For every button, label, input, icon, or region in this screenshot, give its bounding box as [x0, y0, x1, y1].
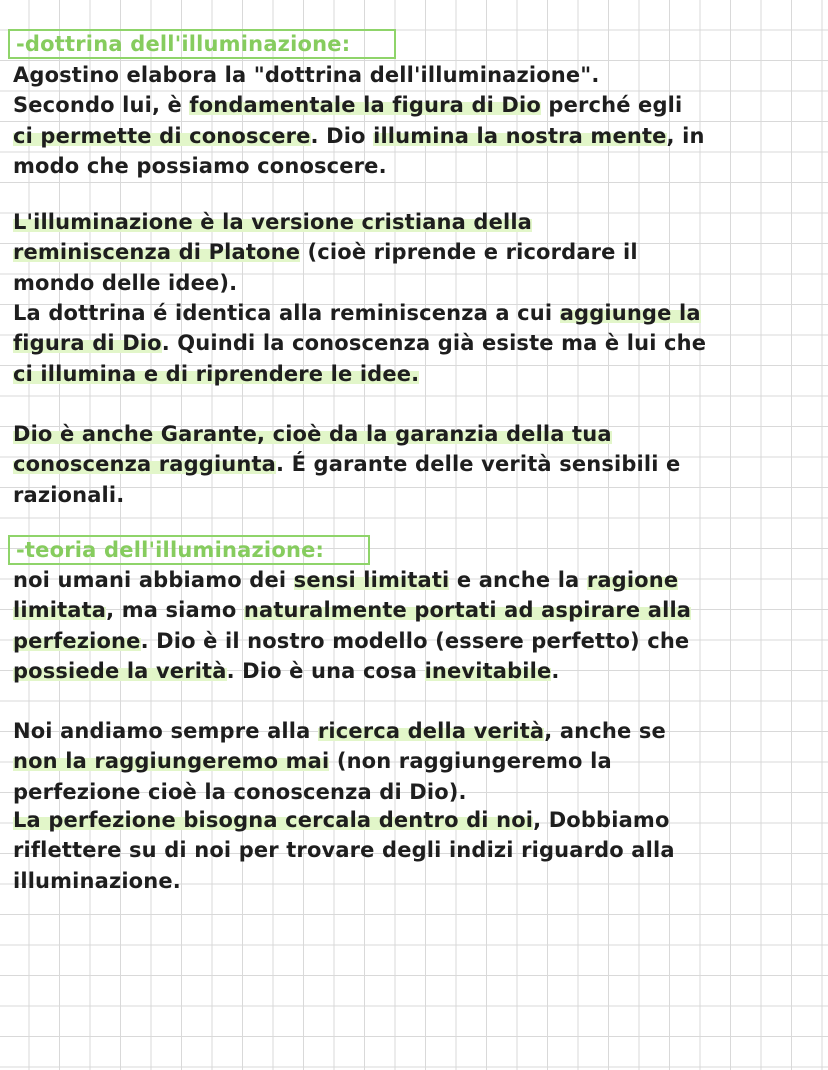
text-segment: razionali. [13, 482, 125, 507]
highlighted-text: sensi limitati [293, 568, 450, 592]
paragraph-ricerca-verita [13, 716, 813, 807]
paragraph-identica [13, 298, 813, 389]
highlighted-text: naturalmente portati ad aspirare alla [243, 598, 692, 623]
text-line [13, 626, 813, 656]
text-segment: (cioè riprende e ricordare il [300, 240, 638, 265]
text-segment: . [551, 659, 560, 684]
text-segment: . É garante delle verità sensibili e [276, 452, 681, 477]
text-segment: e anche la [449, 568, 587, 592]
highlighted-text: fondamentale la figura di Dio [189, 93, 541, 118]
text-segment: (non raggiungeremo la [329, 749, 612, 774]
text-segment: noi umani abbiamo dei [13, 568, 294, 592]
highlighted-text: figura di Dio [13, 331, 162, 356]
highlighted-text: ci permette di conoscere [13, 123, 311, 148]
highlighted-text: ci illumina e di riprendere le idee. [13, 361, 420, 386]
highlighted-text: ragione [586, 568, 679, 592]
text-segment: Agostino elabora la "dottrina dell'illuminazione". [13, 63, 600, 87]
text-segment: , in [666, 123, 705, 148]
text-line [13, 90, 813, 120]
text-segment: mondo delle idee). [13, 270, 238, 295]
paragraph-dottrina-intro [13, 60, 813, 182]
text-segment: riflettere su di noi per trovare degli indizi riguardo alla [13, 838, 675, 863]
highlighted-text: non la raggiungeremo mai [13, 749, 330, 774]
text-line [13, 419, 813, 449]
highlighted-text: possiede la verità [13, 659, 227, 684]
text-line [13, 207, 813, 237]
text-line [13, 121, 813, 151]
text-line [13, 805, 813, 835]
text-line [13, 565, 813, 595]
text-segment: . Dio è il nostro modello (essere perfetto) che [140, 628, 690, 653]
text-segment: perché egli [540, 93, 683, 118]
heading-teoria: -teoria dell'illuminazione: [8, 535, 370, 565]
text-line [13, 866, 813, 896]
text-line [13, 595, 813, 625]
paragraph-reminiscenza [13, 207, 813, 298]
heading-dottrina: -dottrina dell'illuminazione: [8, 29, 396, 59]
text-line [13, 716, 813, 746]
text-line [13, 835, 813, 865]
text-line [13, 746, 813, 776]
text-line [13, 480, 813, 510]
paragraph-garante [13, 419, 813, 510]
highlighted-text: illumina la nostra mente [373, 123, 667, 148]
text-line [13, 60, 813, 90]
text-line [13, 328, 813, 358]
text-line [13, 777, 813, 807]
text-line [13, 237, 813, 267]
text-line [13, 268, 813, 298]
highlighted-text: aggiunge la [559, 301, 701, 325]
text-line [13, 151, 813, 181]
text-line [13, 656, 813, 686]
text-segment: . Dio [310, 123, 374, 148]
highlighted-text: perfezione [13, 628, 141, 653]
highlighted-text: reminiscenza di Platone [13, 240, 301, 265]
text-segment: Secondo lui, è [13, 93, 190, 118]
text-segment: , Dobbiamo [533, 808, 670, 832]
highlighted-text: La perfezione bisogna cercala dentro di noi [13, 808, 534, 832]
text-segment: La dottrina é identica alla reminiscenza a cui [13, 301, 560, 325]
highlighted-text: Dio è anche Garante, cioè da la garanzia della tua [13, 422, 612, 446]
text-segment: illuminazione. [13, 868, 181, 893]
text-segment: , anche se [544, 719, 666, 743]
highlighted-text: L'illuminazione è la versione cristiana della [13, 210, 532, 234]
highlighted-text: limitata [13, 598, 107, 623]
highlighted-text: inevitabile [424, 659, 552, 684]
highlighted-text: ricerca della verità [317, 719, 545, 743]
text-line [13, 449, 813, 479]
paragraph-sensi-limitati [13, 565, 813, 687]
text-segment: . Dio è una cosa [226, 659, 425, 684]
text-segment: , ma siamo [106, 598, 244, 623]
text-line [13, 359, 813, 389]
text-segment: . Quindi la conoscenza già esiste ma è lui che [161, 331, 707, 356]
paragraph-perfezione [13, 805, 813, 896]
highlighted-text: conoscenza raggiunta [13, 452, 276, 477]
text-segment: perfezione cioè la conoscenza di Dio). [13, 779, 467, 804]
text-segment: modo che possiamo conoscere. [13, 154, 387, 179]
text-line [13, 298, 813, 328]
text-segment: Noi andiamo sempre alla [13, 719, 318, 743]
